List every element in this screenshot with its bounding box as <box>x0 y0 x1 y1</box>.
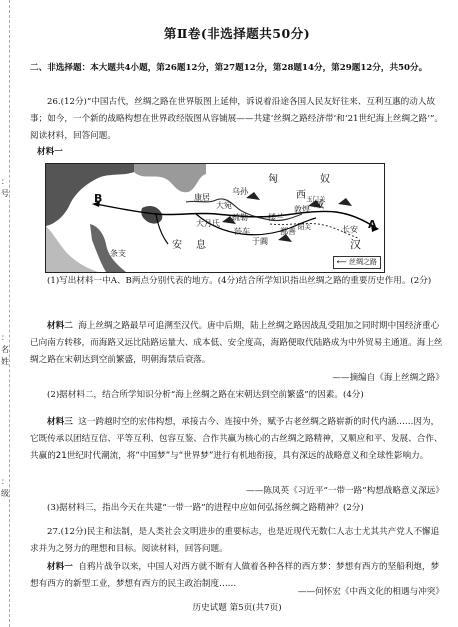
map-label: 莎车 <box>234 227 250 236</box>
map-label: 大宛 <box>216 201 232 210</box>
margin-char: 号 <box>1 189 9 198</box>
sea-west <box>46 226 98 272</box>
map-label: 乌孙 <box>232 187 248 196</box>
margin-char: ： <box>1 477 9 486</box>
margin-char: ： <box>1 177 9 186</box>
map-label: 大月氏 <box>196 219 220 228</box>
map-label: 长安 <box>342 225 358 234</box>
land-shading-north <box>134 164 206 192</box>
map-point-b: B <box>94 192 103 205</box>
map-label: 楼兰 <box>268 213 284 222</box>
q26-material-2 <box>30 318 444 369</box>
q26-subquestion-3: (3)据材料三，指出今天在共建“一带一路”的进程中应如何弘扬丝绸之路精神？(2分) <box>47 503 364 513</box>
q26-material-2-source: ——摘编自《海上丝绸之路》 <box>332 373 444 383</box>
q26-material-1-label: 材料一 <box>37 147 63 157</box>
map-label: 息 <box>196 240 206 251</box>
margin-char: 级 <box>1 489 9 498</box>
camel-icon <box>246 192 260 200</box>
binding-margin <box>0 0 16 627</box>
silk-road-map <box>45 163 385 273</box>
q27-stem: 27.(12分)民主和法制，是人类社会文明进步的重要标志，也是近现代无数仁人志士尤其共产党人不懈追求并为之努力的理想和目标。阅读材料，回答问题。 <box>30 527 440 554</box>
map-label: 域 <box>314 200 324 211</box>
map-label: 阳关 <box>298 223 311 231</box>
map-label: 条支 <box>110 249 126 258</box>
map-label: 匈 <box>268 174 278 185</box>
map-label: 于阗 <box>252 237 268 246</box>
map-label: 敦煌 <box>294 205 310 214</box>
cut-line <box>9 0 10 627</box>
land-shading-west <box>46 164 134 226</box>
q26-material-2-text: 海上丝绸之路最早可追溯至汉代。唐中后期，陆上丝绸之路因战乱受阻加之同时期中国经济重心已向南方转移，而海路又远比陆路运量大、成本低、安全度高，海路便取代陆路成为中外贸易主通道。海上丝绸之路在宋朝达到空前繁盛，明朝海禁后衰落。 <box>30 321 443 365</box>
page-footer: 历史试题 第5页(共7页) <box>192 603 282 613</box>
margin-char: 姓 <box>1 357 9 366</box>
margin-char: 名 <box>1 345 9 354</box>
map-label: 玉门关 <box>306 195 326 203</box>
legend-label: 丝绸之路 <box>349 258 377 266</box>
map-label: 鄯善 <box>280 227 296 236</box>
legend-arrow-icon: ⟵ <box>336 258 347 266</box>
map-label: 西 <box>296 190 306 201</box>
q27-material-1-text: 自鸦片战争以来，中国人对西方就不断有人做着各种各样的西方梦：梦想有西方的坚船利炮，梦想有西方的新型工业，梦想有西方的民主政治制度…… <box>30 562 440 589</box>
map-label: 康居 <box>194 193 210 202</box>
q26-material-3-source: ——陈凤英《习近平“一带一路”构想战略意义深远》 <box>246 486 444 496</box>
q26-material-2-label: 材料二 <box>47 321 73 331</box>
q27-material-1-source: ——何怀宏《中西文化的相遇与冲突》 <box>297 587 444 597</box>
q26-stem: 26.(12分)“中国古代，丝绸之路在世界版图上延伸，诉说着沿途各国人民友好往来、互利互惠的动人故事；如今，一个新的战略构想在世界政经版图从容铺展——共建‘丝绸之路经济带’和‘21世纪海上丝绸之路’”。阅读材料，回答问题。 <box>30 97 443 141</box>
q26-material-3 <box>30 414 444 465</box>
map-label: 疏勒 <box>232 213 248 222</box>
margin-char: ： <box>1 333 9 342</box>
map-legend <box>333 256 381 269</box>
q26-material-3-label: 材料三 <box>47 417 73 427</box>
map-label: 奴 <box>320 174 330 185</box>
q26-subquestion-1: (1)写出材料一中A、B两点分别代表的地方。(4分)结合所学知识指出丝绸之路的重要历史作用。(2分) <box>47 276 432 286</box>
map-label: 安 <box>172 240 182 251</box>
map-point-a: A <box>368 218 377 231</box>
section-heading: 二、非选择题：本大题共4小题，第26题12分，第27题12分，第28题14分，第29题12分，共50分。 <box>30 63 428 73</box>
map-label: 汉 <box>350 238 361 251</box>
q27-material-1-label: 材料一 <box>47 562 73 572</box>
q26-material-3-text: 这一跨越时空的宏伟构想，承接古今、连接中外，赋予古老丝绸之路崭新的时代内涵……因为，它既传承以团结互信、平等互利、包容互鉴、合作共赢为核心的古丝绸之路精神，又顺应和平、发展、合作、共赢的21世纪时代潮流，将“中国梦”与“世界梦”进行有机地衔接，具有深远的战略意义和全球性影响力。 <box>30 417 443 461</box>
page-title: 第Ⅱ卷(非选择题共50分) <box>163 26 311 41</box>
q26-subquestion-2: (2)据材料二，结合所学知识分析“海上丝绸之路在宋朝达到空前繁盛”的因素。(4分) <box>47 390 364 400</box>
camel-icon <box>338 198 352 206</box>
